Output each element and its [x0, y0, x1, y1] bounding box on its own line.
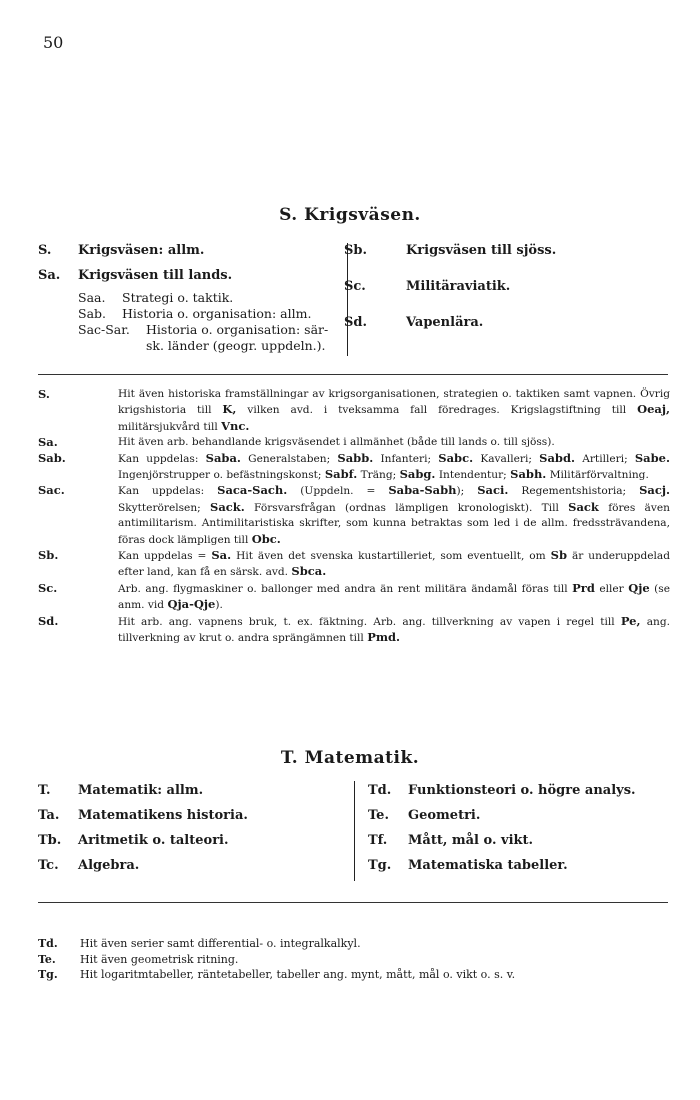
ref-code: Sb [550, 548, 568, 563]
note-text: Ingenjörstrupper o. befästningskonst; [118, 469, 322, 482]
outline-subrow [38, 338, 338, 354]
note-tg [38, 967, 670, 983]
note-text: ); [456, 485, 465, 498]
outline-row [38, 858, 338, 883]
note-text: vilken avd. i tveksamma fall föredrages. Krigslagstiftning till [247, 404, 627, 417]
outline-row [368, 833, 668, 858]
note-text: Arb. ang. flygmaskiner o. ballonger med andra än rent militära ändamål föras till [118, 582, 568, 595]
note-text: militärsjukvård till [118, 420, 218, 433]
ref-code: Saca-Sach. [217, 483, 288, 498]
note-text: Hit även arb. behandlande krigsväsendet i allmänhet (både till lands o. till sjöss). [118, 436, 555, 449]
class-code: Tg. [368, 858, 392, 873]
outline-row [38, 243, 338, 268]
outline-row [344, 243, 664, 279]
note-text: är underuppdelad efter land, kan få en särsk. avd. [118, 550, 670, 579]
outline-row [368, 783, 668, 808]
class-code: Tc. [38, 858, 59, 873]
ref-code: Saba. [205, 450, 241, 465]
note-text: Kavalleri; [480, 452, 532, 465]
note-sac [38, 483, 670, 548]
class-code: S. [38, 243, 52, 258]
note-s [38, 387, 670, 435]
subclass-code: Sab. [78, 306, 106, 321]
note-text: Hit logaritmtabeller, räntetabeller, tabeller ang. mynt, mått, mål o. vikt o. s. v. [80, 968, 516, 981]
class-term: Geometri. [408, 808, 481, 823]
outline-subrow [38, 322, 338, 338]
note-text: Hit även serier samt differential- o. integralkalkyl. [80, 937, 361, 950]
class-term: Matematikens historia. [78, 808, 248, 823]
class-code: Tb. [38, 833, 62, 848]
outline-subrow [38, 306, 338, 322]
note-sb [38, 548, 670, 581]
note-td [38, 936, 670, 952]
section-divider [38, 902, 668, 903]
note-text: Kan uppdelas: [118, 452, 199, 465]
class-code: Td. [368, 783, 392, 798]
note-code: Sac. [38, 483, 65, 498]
class-code: Sd. [344, 315, 368, 330]
subclass-term-continued: sk. länder (geogr. uppdeln.). [146, 338, 326, 353]
note-te [38, 952, 670, 968]
s-outline [38, 243, 668, 358]
class-code: T. [38, 783, 51, 798]
outline-row [38, 833, 338, 858]
note-text: Generalstaben; [248, 452, 331, 465]
note-code: Sb. [38, 548, 59, 563]
note-text: Hit även geometrisk ritning. [80, 952, 239, 966]
ref-code: Sabf. [324, 467, 358, 482]
outline-row [344, 279, 664, 315]
ref-code: Pe, [620, 613, 641, 628]
t-outline [38, 783, 668, 883]
column-divider [354, 781, 355, 881]
ref-code: Vnc. [221, 418, 250, 433]
class-term: Krigsväsen till lands. [78, 268, 233, 283]
note-sd [38, 614, 670, 647]
note-text: Infanteri; [380, 452, 432, 465]
note-text: Regementshistoria; [521, 485, 627, 498]
ref-code: Prd [572, 580, 595, 595]
note-text: (Uppdeln. = [300, 485, 376, 498]
class-code: Tf. [368, 833, 388, 848]
class-term: Militäraviatik. [406, 279, 511, 294]
note-text: Artilleri; [582, 452, 628, 465]
class-code: Ta. [38, 808, 60, 823]
outline-row [368, 808, 668, 833]
class-term: Vapenlära. [406, 315, 484, 330]
class-code: Sb. [344, 243, 368, 258]
note-code: Sa. [38, 435, 58, 450]
section-divider [38, 374, 668, 375]
subclass-term: Historia o. organisation: allm. [122, 306, 312, 321]
class-term: Krigsväsen till sjöss. [406, 243, 557, 258]
ref-code: Sack [568, 499, 599, 514]
outline-row [368, 858, 668, 883]
ref-code: Qje [628, 580, 650, 595]
ref-code: Saba-Sabh [388, 483, 457, 498]
s-notes [38, 387, 670, 647]
section-title-t: T. Matematik. [280, 748, 420, 768]
ref-code: Sabc. [438, 450, 474, 465]
page-number: 50 [43, 33, 64, 52]
note-text: Försvarsfrågan (ordnas lämpligen kronologiskt). Till [254, 501, 559, 514]
note-sab [38, 451, 670, 484]
s-left-column [38, 243, 338, 354]
ref-code: Sacj. [639, 483, 671, 498]
ref-code: Oeaj, [637, 402, 671, 417]
note-text: Kan uppdelas = [118, 550, 207, 563]
section-title-s: S. Krigsväsen. [279, 205, 421, 225]
note-code: Sab. [38, 450, 66, 465]
ref-code: Obc. [251, 531, 281, 546]
note-code: Sc. [38, 580, 58, 595]
class-code: Te. [368, 808, 389, 823]
t-left-column [38, 783, 338, 883]
class-term: Mått, mål o. vikt. [408, 833, 534, 848]
note-code: Td. [38, 937, 58, 950]
class-term: Matematiska tabeller. [408, 858, 568, 873]
ref-code: Sack. [210, 499, 245, 514]
ref-code: Sabe. [634, 450, 670, 465]
t-right-column [368, 783, 668, 883]
subclass-code: Sac-Sar. [78, 322, 130, 337]
t-notes [38, 936, 670, 983]
note-sc [38, 581, 670, 614]
outline-row [38, 268, 338, 290]
note-text: Hit även historiska framställningar av krigsorganisationen, strategien o. taktiken samt vapnen. Övrig krigshistoria till [118, 388, 670, 417]
note-text: Träng; [360, 469, 397, 482]
subclass-term: Strategi o. taktik. [122, 290, 234, 305]
subclass-term: Historia o. organisation: sär- [146, 322, 329, 337]
ref-code: Sabg. [399, 467, 436, 482]
note-text: Militärförvaltning. [549, 469, 649, 482]
class-code: Sc. [344, 279, 366, 294]
note-code: S. [38, 387, 50, 401]
subclass-code: Saa. [78, 290, 106, 305]
class-term: Matematik: allm. [78, 783, 204, 798]
ref-code: Saci. [477, 483, 509, 498]
class-term: Aritmetik o. talteori. [78, 833, 229, 848]
note-code: Te. [38, 952, 56, 966]
note-code: Sd. [38, 613, 59, 628]
ref-code: Sabh. [510, 467, 547, 482]
s-right-column [344, 243, 664, 340]
outline-row [38, 808, 338, 833]
ref-code: K, [222, 402, 237, 417]
ref-code: Sbca. [291, 564, 327, 579]
ref-code: Sabb. [337, 450, 374, 465]
class-term: Krigsväsen: allm. [78, 243, 205, 258]
note-text: eller [599, 582, 624, 595]
ref-code: Sa. [211, 548, 232, 563]
note-code: Tg. [38, 968, 58, 981]
note-text: (se anm. vid [118, 582, 670, 612]
class-term: Algebra. [78, 858, 140, 873]
class-term: Funktionsteori o. högre analys. [408, 783, 636, 798]
outline-row [344, 315, 664, 340]
note-text: Skytterörelsen; [118, 501, 201, 514]
note-text: ang. tillverkning av krut o. andra sprängämnen till [118, 615, 670, 645]
note-text: Hit även det svenska kustartilleriet, som eventuellt, om [236, 550, 546, 563]
note-text: föres även antimilitarism. Antimilitaristiska skrifter, som kunna betraktas som led i de allm. fredssträvandena, föras dock lämpligen till [118, 501, 670, 546]
outline-subrow [38, 290, 338, 306]
ref-code: Sabd. [539, 450, 575, 465]
ref-code: Qja-Qje [167, 597, 216, 612]
note-text: ). [215, 599, 223, 612]
note-text: Intendentur; [438, 469, 507, 482]
class-code: Sa. [38, 268, 61, 283]
note-sa [38, 435, 670, 450]
note-text: Kan uppdelas: [118, 485, 205, 498]
note-text: Hit arb. ang. vapnens bruk, t. ex. fäktning. Arb. ang. tillverkning av vapen i regel till [118, 615, 615, 628]
ref-code: Pmd. [367, 630, 401, 645]
outline-row [38, 783, 338, 808]
